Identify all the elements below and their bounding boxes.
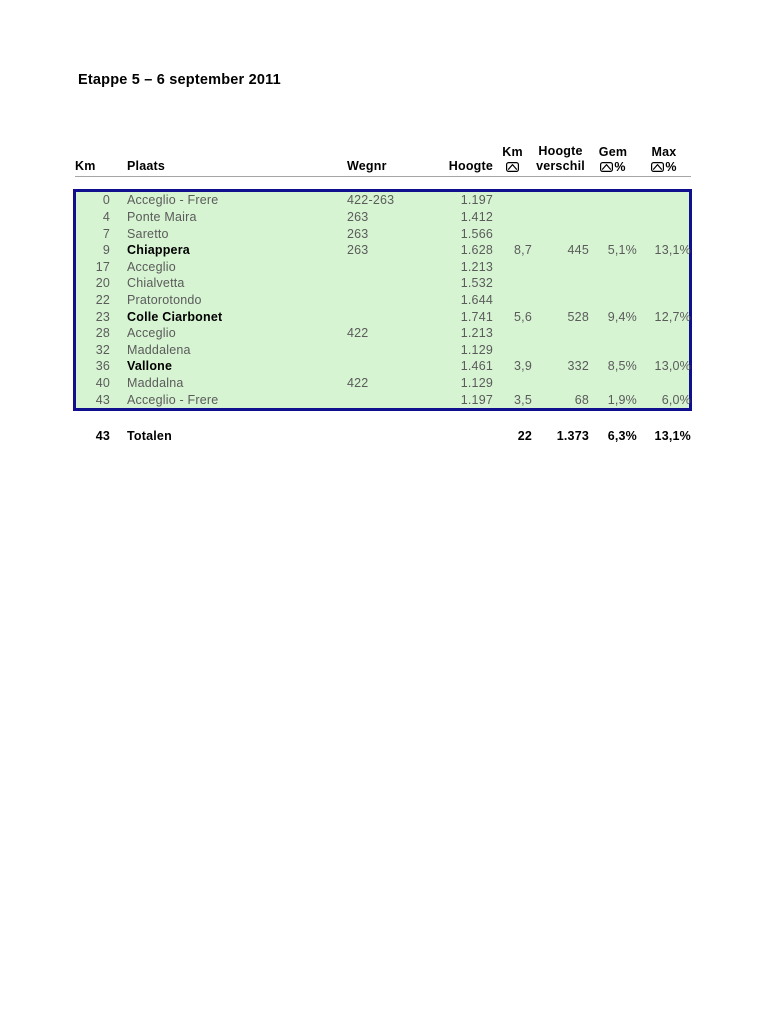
header-gem-iconline [600,160,625,174]
totals-hoogteverschil: 1.373 [556,428,589,443]
header-hoogteverschil [532,133,589,176]
table-row [75,258,691,275]
cell-wegnr: 422 [347,376,369,390]
header-gem-label: Gem [598,145,628,159]
header-wegnr [347,133,443,176]
cell-km: 28 [95,326,110,341]
totals-row [75,427,691,444]
cell-plaats: Colle Ciarbonet [127,309,223,324]
cell-plaats: Acceglio [127,259,176,274]
cell-plaats: Maddalna [127,376,184,390]
cell-hoogteverschil: 68 [574,392,589,407]
table-row [75,308,691,325]
cell-km-klim: 8,7 [514,243,532,258]
cell-km: 22 [95,292,110,307]
cell-hoogte: 1.197 [460,392,493,407]
header-km-klim-iconline [506,160,519,174]
table-body [75,192,691,408]
cell-gem: 9,4% [607,309,637,324]
cell-km: 7 [102,226,110,241]
table-row [75,325,691,342]
cell-plaats: Chialvetta [127,276,185,291]
table-row [75,242,691,259]
cell-km: 43 [95,392,110,407]
header-km [75,133,110,176]
mountain-icon [600,162,613,172]
cell-plaats: Acceglio [127,326,176,341]
cell-plaats: Acceglio - Frere [127,193,219,208]
cell-hoogte: 1.741 [460,309,493,324]
cell-km-klim: 3,5 [514,392,532,407]
cell-hoogteverschil: 445 [567,243,589,258]
cell-hoogte: 1.197 [460,193,493,208]
header-hoogteverschil-line2: verschil [536,159,585,173]
header-max-label: Max [651,145,677,159]
table-row [75,292,691,309]
cell-hoogte: 1.628 [460,243,493,258]
cell-wegnr: 422-263 [347,193,395,208]
cell-gem: 5,1% [607,243,637,258]
cell-hoogte: 1.412 [460,209,493,224]
cell-plaats: Acceglio - Frere [127,392,219,407]
table-row [75,192,691,209]
header-plaats-label: Plaats [127,159,166,173]
cell-gem: 8,5% [607,359,637,374]
cell-wegnr: 263 [347,243,369,258]
header-wegnr-label: Wegnr [347,159,387,173]
cell-hoogte: 1.213 [460,259,493,274]
cell-hoogte: 1.532 [460,276,493,291]
header-max-iconline [651,160,676,174]
cell-km: 36 [95,359,110,374]
cell-wegnr: 422 [347,326,369,341]
cell-km: 17 [95,259,110,274]
cell-plaats: Chiappera [127,243,190,258]
cell-max: 13,1% [654,243,691,258]
cell-hoogte: 1.129 [460,342,493,357]
cell-wegnr: 263 [347,209,369,224]
header-hoogteverschil-line1: Hoogte [538,144,583,158]
table-header [75,133,691,177]
table-row [75,375,691,392]
header-gem [589,133,637,176]
cell-plaats: Pratorotondo [127,292,202,307]
cell-wegnr: 263 [347,226,369,241]
cell-plaats: Ponte Maira [127,209,197,224]
totals-gem: 6,3% [607,428,637,443]
header-gem-percent: % [614,159,626,174]
cell-plaats: Vallone [127,359,173,374]
cell-hoogteverschil: 528 [567,309,589,324]
cell-max: 12,7% [654,309,691,324]
header-max [637,133,691,176]
cell-hoogte: 1.129 [460,376,493,390]
table-row [75,225,691,242]
header-km-klim-label: Km [502,145,523,159]
cell-km: 4 [102,209,110,224]
totals-km-klim: 22 [517,428,532,443]
cell-hoogte: 1.213 [460,326,493,341]
cell-plaats: Maddalena [127,342,191,357]
cell-km: 20 [95,276,110,291]
totals-km: 43 [95,428,110,443]
page-title: Etappe 5 – 6 september 2011 [78,72,281,88]
table-row [75,358,691,375]
cell-max: 6,0% [661,392,691,407]
cell-hoogte: 1.566 [460,226,493,241]
cell-hoogteverschil: 332 [567,359,589,374]
header-km-klim [493,133,532,176]
cell-hoogte: 1.644 [460,292,493,307]
header-km-label: Km [75,159,96,173]
cell-km-klim: 3,9 [514,359,532,374]
cell-plaats: Saretto [127,226,169,241]
cell-km: 23 [95,309,110,324]
header-hoogte [443,133,493,176]
header-max-percent: % [665,159,677,174]
table-row [75,275,691,292]
header-plaats [110,133,347,176]
totals-max: 13,1% [654,428,691,443]
cell-km: 9 [102,243,110,258]
cell-max: 13,0% [654,359,691,374]
table-row [75,209,691,226]
table-row [75,341,691,358]
totals-label: Totalen [127,428,172,443]
table-row [75,391,691,408]
cell-hoogte: 1.461 [460,359,493,374]
header-hoogte-label: Hoogte [448,159,493,173]
cell-km: 0 [102,193,110,208]
cell-km: 40 [95,376,110,390]
cell-km-klim: 5,6 [514,309,532,324]
cell-gem: 1,9% [607,392,637,407]
mountain-icon [651,162,664,172]
mountain-icon [506,162,519,172]
cell-km: 32 [95,342,110,357]
